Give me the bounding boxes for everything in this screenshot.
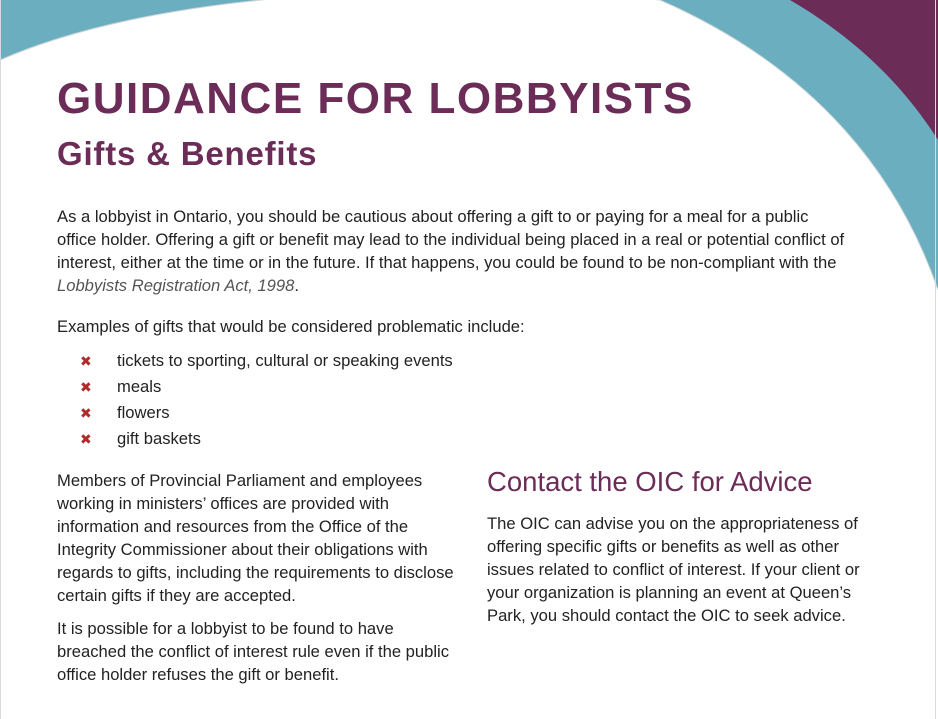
x-mark-icon: ✖ bbox=[80, 431, 92, 447]
gift-examples-list bbox=[80, 348, 453, 452]
list-item-label: gift baskets bbox=[117, 429, 201, 448]
examples-intro: Examples of gifts that would be considered problematic include: bbox=[57, 317, 525, 336]
left-column bbox=[57, 469, 457, 696]
page-subtitle: Gifts & Benefits bbox=[57, 135, 318, 172]
list-item-label: tickets to sporting, cultural or speaking events bbox=[117, 351, 453, 370]
list-item bbox=[80, 348, 453, 374]
intro-text-end: . bbox=[294, 276, 299, 295]
x-mark-icon: ✖ bbox=[80, 379, 92, 395]
x-mark-icon: ✖ bbox=[80, 353, 92, 369]
act-name: Lobbyists Registration Act, 1998 bbox=[57, 276, 295, 295]
page-title: GUIDANCE FOR LOBBYISTS bbox=[57, 74, 694, 123]
contact-section bbox=[487, 464, 887, 627]
contact-paragraph: The OIC can advise you on the appropriateness of offering specific gifts or benefits as well as other issues related to conflict of interest. If your client or your organization is planning an event at Queen’s Park, you should contact the OIC to seek advice. bbox=[487, 514, 860, 625]
list-item bbox=[80, 374, 453, 400]
list-item bbox=[80, 400, 453, 426]
intro-paragraph bbox=[57, 205, 847, 297]
intro-text-start: As a lobbyist in Ontario, you should be cautious about offering a gift to or paying for a meal for a public office holder. Offering a gift or benefit may lead to the individual being placed in a real or potential conflict of interest, either at the time or in the future. If that happens, you could be found to be non-compliant with the bbox=[57, 207, 845, 272]
x-mark-icon: ✖ bbox=[80, 405, 92, 421]
list-item-label: flowers bbox=[117, 403, 170, 422]
contact-heading: Contact the OIC for Advice bbox=[487, 466, 813, 497]
list-item bbox=[80, 426, 453, 452]
breach-paragraph: It is possible for a lobbyist to be found to have breached the conflict of interest rule even if the public office holder refuses the gift or benefit. bbox=[57, 619, 450, 684]
mpp-resources-paragraph: Members of Provincial Parliament and employees working in ministers’ offices are provided with information and resources from the Office of the Integrity Commissioner about their obligations with regards to gifts, including the requirements to disclose certain gifts if they are accepted. bbox=[57, 471, 454, 605]
list-item-label: meals bbox=[117, 377, 162, 396]
